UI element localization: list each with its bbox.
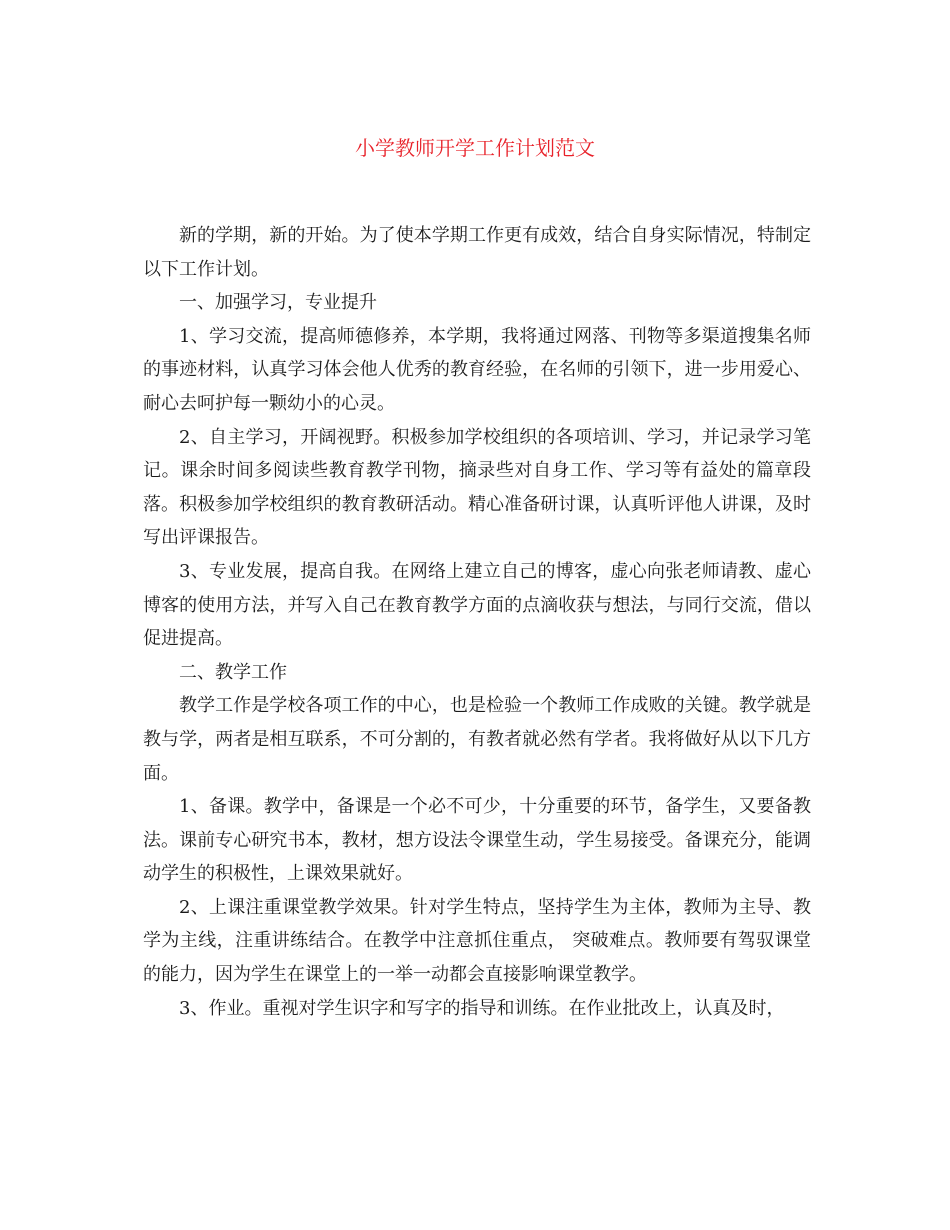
paragraph-1-1: 1、学习交流，提高师德修养，本学期，我将通过网落、刊物等多渠道搜集名师的事迹材料，认真学习体会他人优秀的教育经验，在名师的引领下，进一步用爱心、耐心去呵护每一颗幼小的心灵。 bbox=[143, 325, 811, 414]
paragraph-2-2: 2、上课注重课堂教学效果。针对学生特点，坚持学生为主体，教师为主导、教学为主线，注重讲练结合。在教学中注意抓住重点， 突破难点。教师要有驾驭课堂的能力，因为学生在课堂上的一举一动都会直接影响课堂教学。 bbox=[143, 896, 811, 986]
paragraph-1-3: 3、专业发展，提高自我。在网络上建立自己的博客，虚心向张老师请教、虚心博客的使用方法，并写入自己在教育教学方面的点滴收获与想法，与同行交流，借以促进提高。 bbox=[143, 560, 811, 650]
paragraph-2-1: 1、备课。教学中，备课是一个必不可少，十分重要的环节，备学生，又要备教法。课前专心研究书本，教材，想方设法令课堂生动，学生易接受。备课充分，能调动学生的积极性，上课效果就好。 bbox=[143, 796, 811, 885]
paragraph-2-3: 3、作业。重视对学生识字和写字的指导和训练。在作业批改上，认真及时， bbox=[179, 997, 785, 1019]
heading-section-2: 二、教学工作 bbox=[179, 661, 287, 683]
document-body bbox=[143, 219, 811, 1025]
document-title: 小学教师开学工作计划范文 bbox=[355, 136, 595, 160]
paragraph-intro: 新的学期，新的开始。为了使本学期工作更有成效，结合自身实际情况，特制定以下工作计划。 bbox=[143, 225, 811, 280]
paragraph-1-2: 2、自主学习，开阔视野。积极参加学校组织的各项培训、学习，并记录学习笔记。课余时间多阅读些教育教学刊物，摘录些对自身工作、学习等有益处的篇章段落。积极参加学校组织的教育教研活动。精心准备研讨课，认真听评他人讲课，及时写出评课报告。 bbox=[143, 426, 811, 549]
heading-section-1: 一、加强学习，专业提升 bbox=[179, 292, 377, 314]
paragraph-2-intro: 教学工作是学校各项工作的中心，也是检验一个教师工作成败的关键。教学就是教与学，两者是相互联系，不可分割的，有教者就必然有学者。我将做好从以下几方面。 bbox=[143, 695, 811, 784]
